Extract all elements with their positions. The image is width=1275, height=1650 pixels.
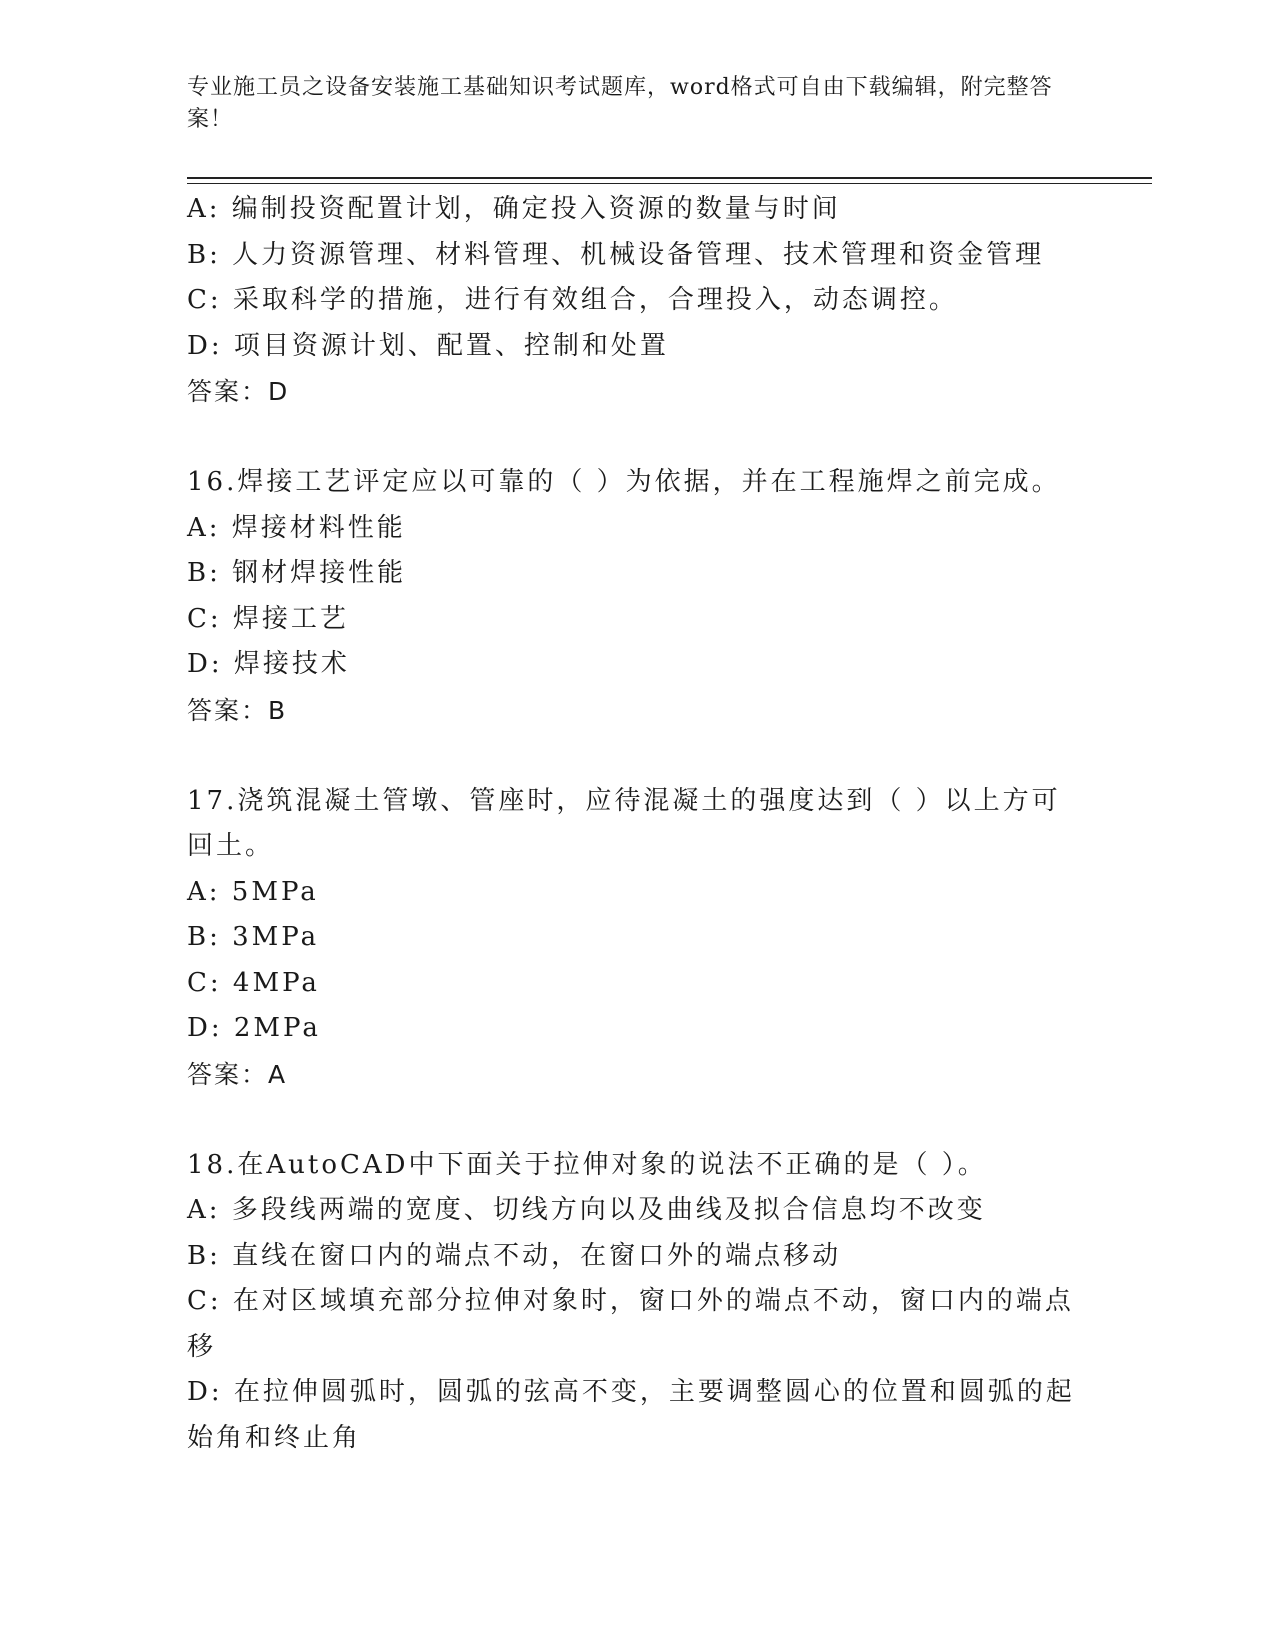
option-c: C: 4MPa — [187, 967, 320, 998]
spacer — [187, 415, 1077, 461]
question-15 — [187, 187, 1077, 415]
option-d: D: 项目资源计划、配置、控制和处置 — [187, 330, 669, 361]
option-c: C: 焊接工艺 — [187, 603, 349, 634]
option-d: D: 焊接技术 — [187, 649, 350, 679]
question-list — [187, 187, 1077, 1461]
option-a: A: 多段线两端的宽度、切线方向以及曲线及拟合信息均不改变 — [187, 1195, 986, 1225]
question-17 — [187, 779, 1077, 1098]
answer-line: 答案：B — [187, 695, 288, 725]
option-c: C: 采取科学的措施，进行有效组合，合理投入，动态调控。 — [187, 285, 958, 315]
document-header: 专业施工员之设备安装施工基础知识考试题库，word格式可自由下载编辑，附完整答案！ — [187, 75, 1053, 132]
option-b: B: 人力资源管理、材料管理、机械设备管理、技术管理和资金管理 — [187, 239, 1045, 270]
header-rule-thin — [187, 183, 1152, 184]
option-d: D: 在拉伸圆弧时，圆弧的弦高不变，主要调整圆心的位置和圆弧的起始角和终止角 — [187, 1377, 1075, 1453]
spacer — [187, 1097, 1077, 1143]
question-stem: 16.焊接工艺评定应以可靠的（ ）为依据，并在工程施焊之前完成。 — [187, 467, 1061, 497]
question-stem: 18.在AutoCAD中下面关于拉伸对象的说法不正确的是（ ）。 — [187, 1149, 987, 1180]
option-b: B: 3MPa — [187, 922, 320, 952]
question-stem: 17.浇筑混凝土管墩、管座时，应待混凝土的强度达到（ ）以上方可回土。 — [187, 785, 1061, 861]
option-d: D: 2MPa — [187, 1013, 321, 1043]
question-16 — [187, 460, 1077, 733]
option-c: C: 在对区域填充部分拉伸对象时，窗口外的端点不动，窗口内的端点移 — [187, 1286, 1074, 1362]
spacer — [187, 733, 1077, 779]
header-rule-thick — [187, 177, 1152, 179]
option-a: A: 焊接材料性能 — [187, 512, 406, 543]
answer-line: 答案：D — [187, 377, 290, 406]
option-b: B: 直线在窗口内的端点不动，在窗口外的端点移动 — [187, 1240, 842, 1271]
option-a: A: 编制投资配置计划，确定投入资源的数量与时间 — [187, 194, 841, 224]
option-a: A: 5MPa — [187, 876, 319, 907]
question-18 — [187, 1143, 1077, 1462]
option-b: B: 钢材焊接性能 — [187, 558, 407, 588]
answer-line: 答案：A — [187, 1059, 288, 1089]
